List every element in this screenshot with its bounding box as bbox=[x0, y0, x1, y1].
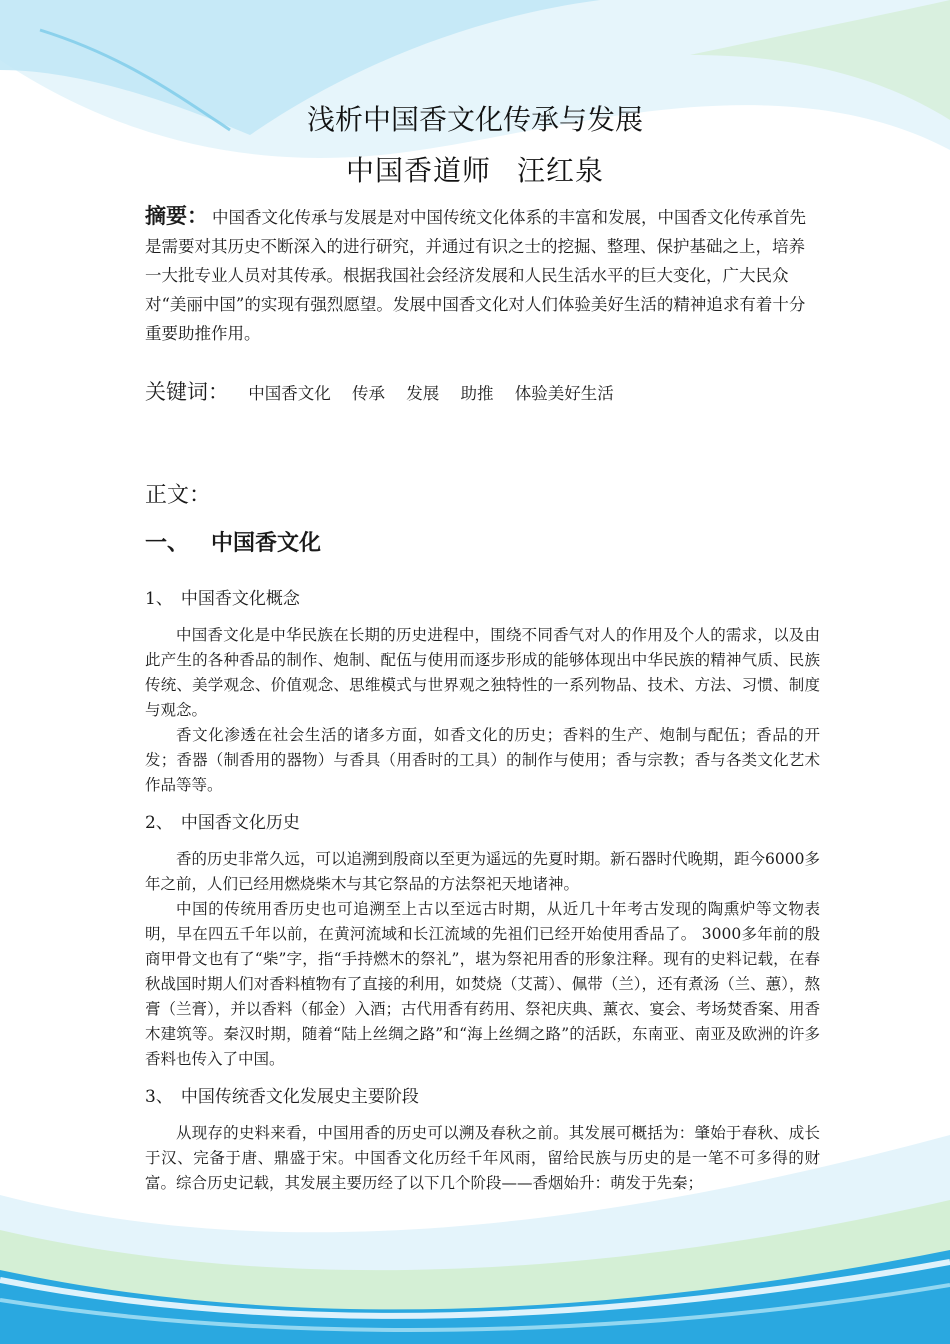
subsection-heading bbox=[145, 584, 300, 609]
keyword: 中国香文化 bbox=[248, 384, 331, 403]
keyword: 体验美好生活 bbox=[514, 384, 614, 403]
author-role: 中国香道师 bbox=[345, 154, 491, 187]
section-title: 中国香文化 bbox=[211, 531, 322, 556]
subsection-title: 中国香文化概念 bbox=[180, 589, 300, 609]
author-name: 汪红泉 bbox=[517, 154, 605, 187]
abstract-block bbox=[145, 202, 820, 348]
keyword: 传承 bbox=[352, 384, 385, 403]
subsection-number: 2、 bbox=[145, 813, 173, 833]
subsection-title: 中国香文化历史 bbox=[180, 813, 300, 833]
body-heading: 正文： bbox=[145, 483, 212, 508]
subsection-number: 1、 bbox=[145, 589, 173, 609]
document-title: 浅析中国香文化传承与发展 bbox=[306, 103, 643, 136]
subsection-number: 3、 bbox=[145, 1087, 173, 1107]
paragraph: 从现存的史料来看，中国用香的历史可以溯及春秋之前。其发展可概括为：肇始于春秋、成长于汉、完备于唐、鼎盛于宋。中国香文化历经千年风雨，留给民族与历史的是一笔不可多得的财富。综合历史记载，其发展主要历经了以下几个阶段——香烟始升：萌发于先秦； bbox=[145, 1124, 820, 1192]
paragraph: 中国香文化是中华民族在长期的历史进程中，围绕不同香气对人的作用及个人的需求，以及由此产生的各种香品的制作、炮制、配伍与使用而逐步形成的能够体现出中华民族的精神气质、民族传统、美学观念、价值观念、思维模式与世界观之独特性的一系列物品、技术、方法、习惯、制度与观念。 bbox=[145, 626, 820, 719]
paragraph: 香的历史非常久远，可以追溯到殷商以至更为遥远的先夏时期。新石器时代晚期，距今6000多年之前，人们已经用燃烧柴木与其它祭品的方法祭祀天地诸神。 bbox=[145, 850, 820, 893]
subsection-heading bbox=[145, 1082, 419, 1107]
document-author bbox=[0, 149, 950, 189]
subsection-heading bbox=[145, 808, 300, 833]
abstract-label: 摘要： bbox=[145, 204, 208, 228]
keyword: 助推 bbox=[460, 384, 494, 403]
paragraph: 中国的传统用香历史也可追溯至上古以至远古时期，从近几十年考古发现的陶熏炉等文物表明，早在四五千年以前，在黄河流域和长江流域的先祖们已经开始使用香品了。 3000多年前的殷商甲骨文也有了“柴”字，指“手持燃木的祭礼”，堪为祭祀用香的形象注释。现有的史料记载，在春秋战国时期人们对香料植物有了直接的利用，如焚烧（艾蒿）、佩带（兰），还有煮汤（兰、蕙），熬膏（兰膏），并以香料（郁金）入酒；古代用香有药用、祭祀庆典、薰衣、宴会、考场焚香案、用香木建筑等。秦汉时期，随着“陆上丝绸之路”和“海上丝绸之路”的活跃，东南亚、南亚及欧洲的许多香料也传入了中国。 bbox=[145, 900, 820, 1068]
keywords-label: 关键词： bbox=[145, 380, 229, 404]
section-heading bbox=[145, 526, 321, 557]
abstract-text: 中国香文化传承与发展是对中国传统文化体系的丰富和发展，中国香文化传承首先是需要对其历史不断深入的进行研究，并通过有识之士的挖掘、整理、保护基础之上，培养一大批专业人员对其传承。根据我国社会经济发展和人民生活水平的巨大变化，广大民众对“美丽中国”的实现有强烈愿望。发展中国香文化对人们体验美好生活的精神追求有着十分重要助推作用。 bbox=[145, 208, 806, 343]
subsection-title: 中国传统香文化发展史主要阶段 bbox=[180, 1087, 419, 1107]
paragraph: 香文化渗透在社会生活的诸多方面，如香文化的历史；香料的生产、炮制与配伍；香品的开发；香器（制香用的器物）与香具（用香时的工具）的制作与使用；香与宗教；香与各类文化艺术作品等等。 bbox=[145, 726, 820, 794]
keywords-block bbox=[145, 376, 820, 406]
keyword: 发展 bbox=[406, 384, 440, 403]
section-number: 一、 bbox=[145, 531, 190, 556]
